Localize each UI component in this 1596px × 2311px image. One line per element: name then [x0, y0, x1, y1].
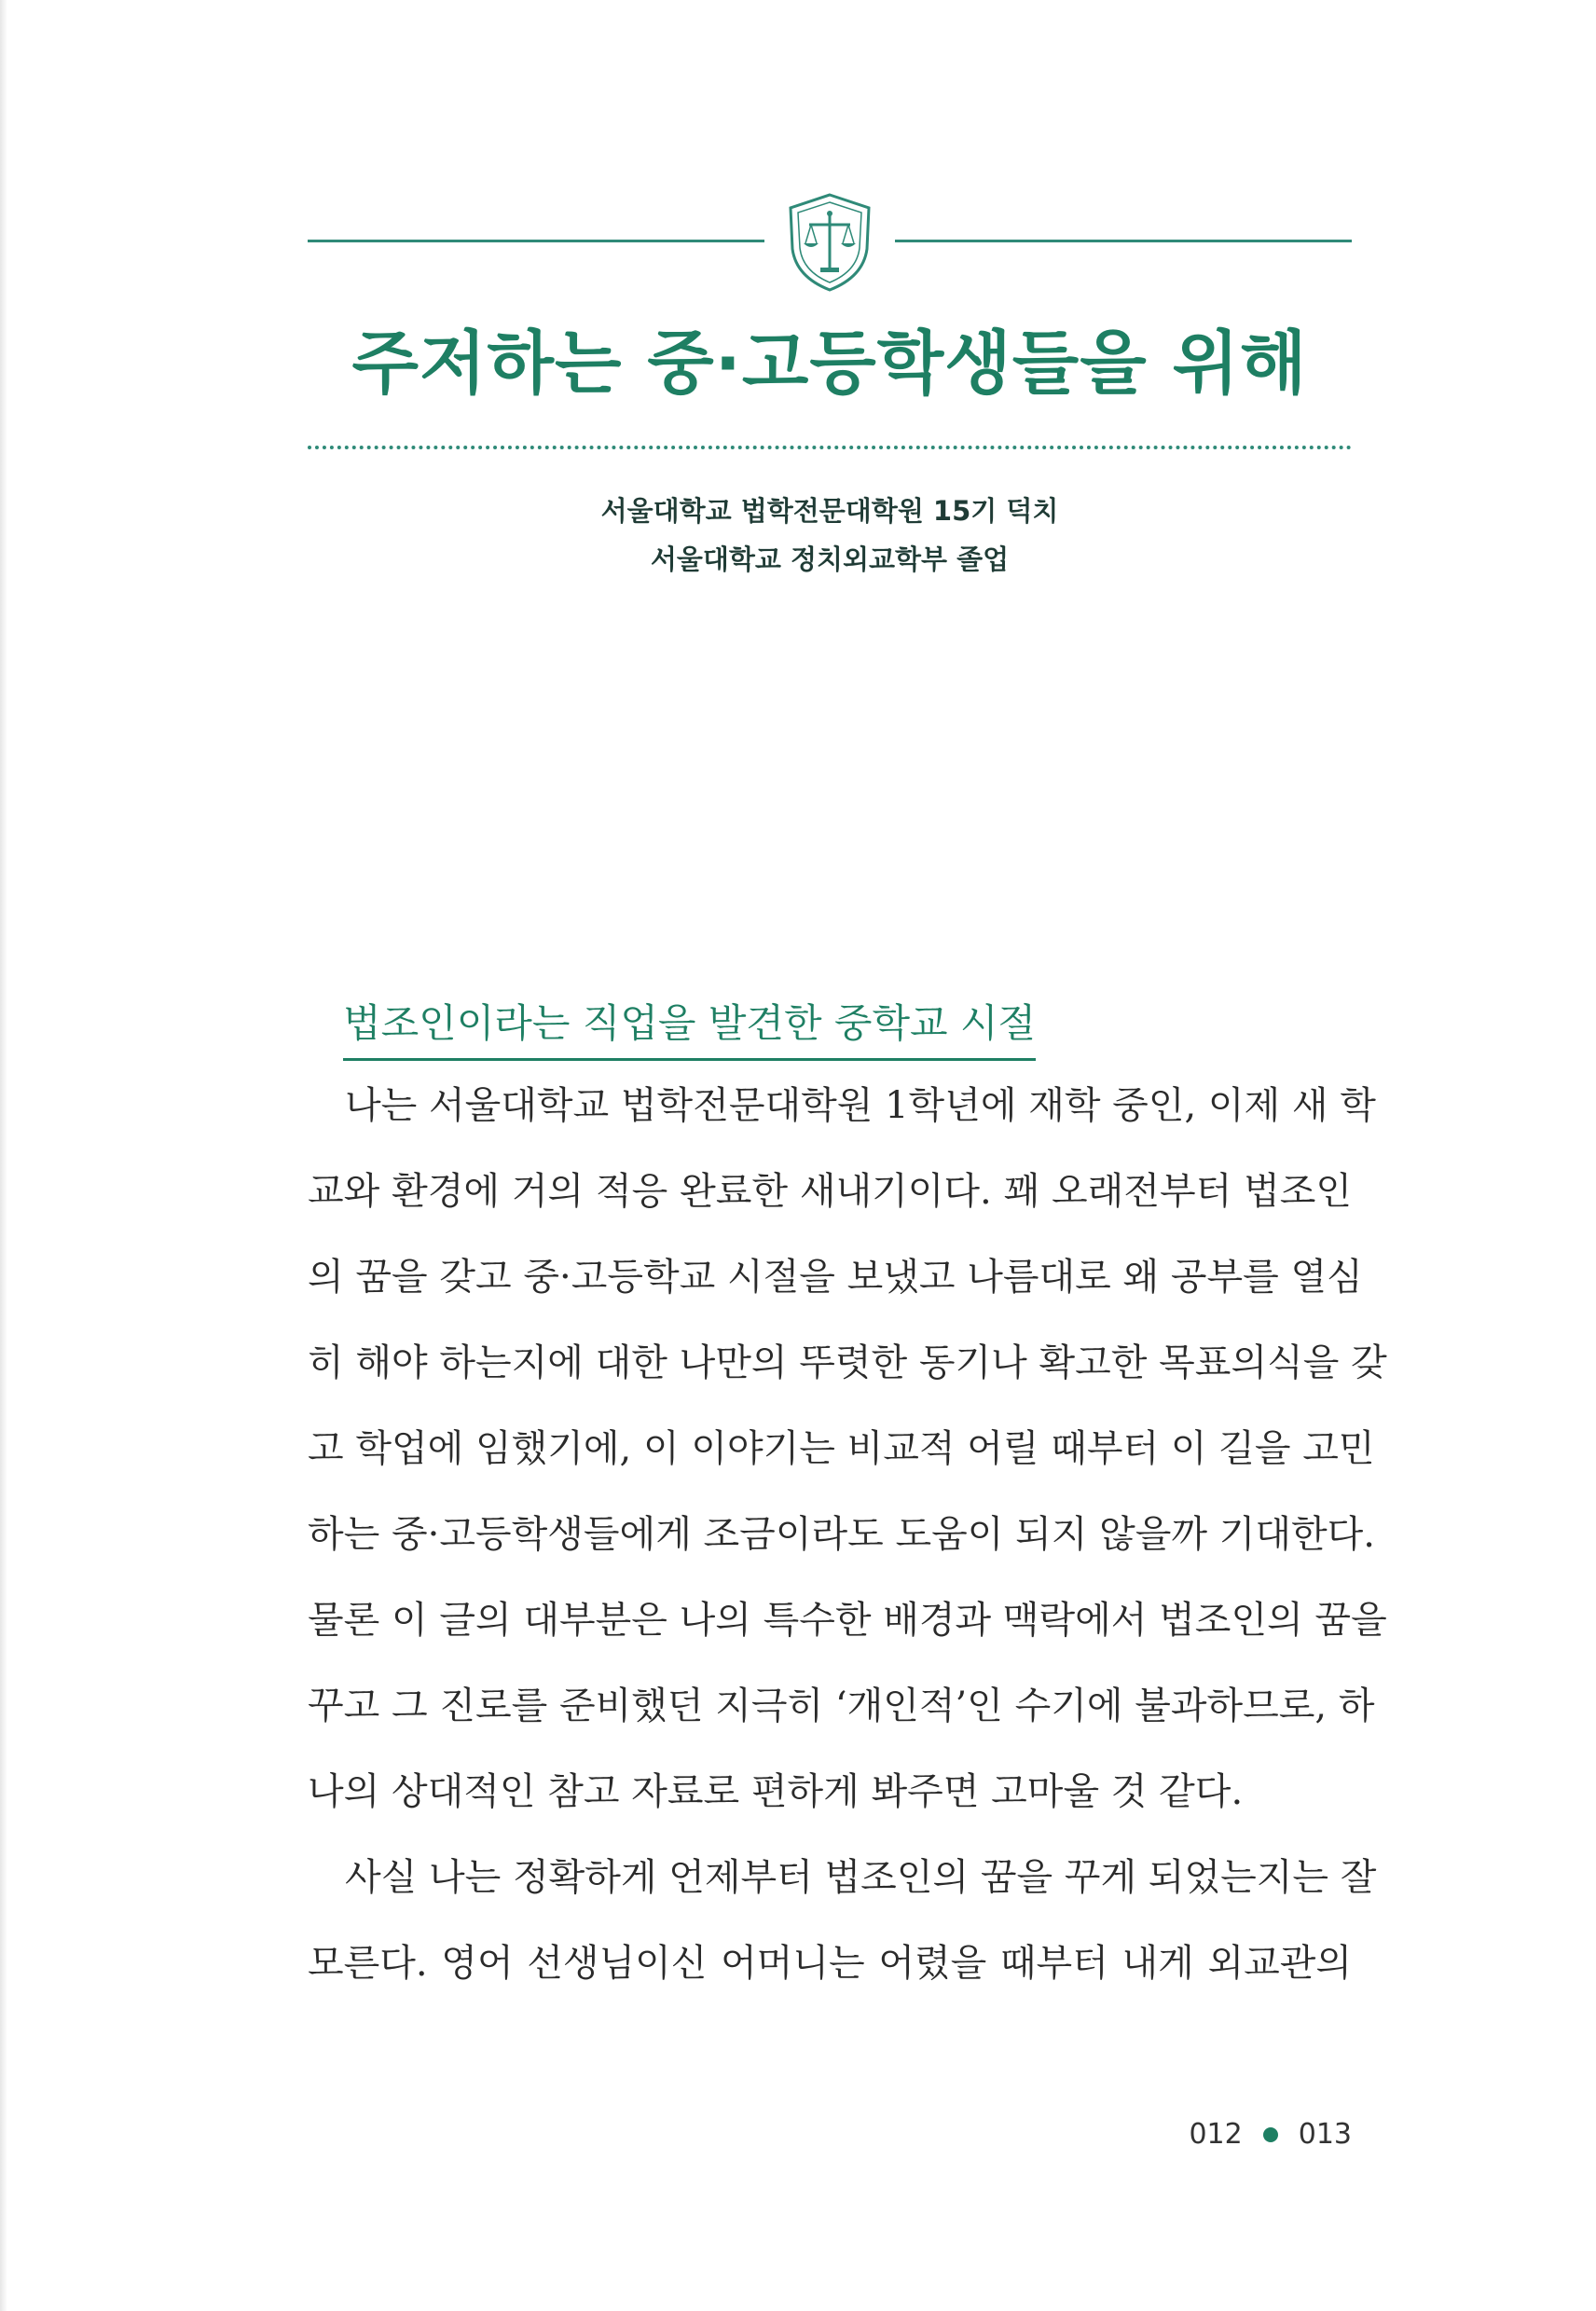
paragraph-line: 꾸고 그 진로를 준비했던 지극히 ‘개인적’인 수기에 불과하므로, 하	[308, 1685, 1375, 1727]
page-number-left: 012	[1189, 2118, 1243, 2151]
shield-scales-icon	[783, 191, 876, 294]
body-text	[308, 1063, 1387, 2006]
page-gutter-shadow	[0, 0, 7, 2311]
author-school-line: 서울대학교 법학전문대학원 15기 덕치	[600, 495, 1059, 527]
ornament-rule-right	[895, 240, 1352, 242]
paragraph-line: 나의 상대적인 참고 자료로 편하게 봐주면 고마울 것 같다.	[308, 1770, 1244, 1813]
paragraph-line: 교와 환경에 거의 적응 완료한 새내기이다. 꽤 오래전부터 법조인	[308, 1170, 1352, 1213]
page-number-right: 013	[1298, 2118, 1352, 2151]
header-ornament	[308, 191, 1352, 294]
paragraph-line: 물론 이 글의 대부분은 나의 특수한 배경과 맥락에서 법조인의 꿈을	[308, 1599, 1387, 1642]
page-separator-dot	[1263, 2127, 1278, 2142]
page-title: 주저하는 중·고등학생들을 위해	[351, 323, 1308, 404]
title-divider	[308, 446, 1352, 449]
author-degree-line: 서울대학교 정치외교학부 졸업	[650, 543, 1010, 575]
paragraph-line: 사실 나는 정확하게 언제부터 법조인의 꿈을 꾸게 되었는지는 잘	[345, 1856, 1377, 1899]
paragraph-line: 의 꿈을 갖고 중·고등학교 시절을 보냈고 나름대로 왜 공부를 열심	[308, 1256, 1363, 1299]
paragraph-line: 나는 서울대학교 법학전문대학원 1학년에 재학 중인, 이제 새 학	[345, 1084, 1376, 1127]
ornament-rule-left	[308, 240, 764, 242]
paragraph-line: 고 학업에 임했기에, 이 이야기는 비교적 어릴 때부터 이 길을 고민	[308, 1427, 1375, 1470]
author-block	[308, 487, 1352, 584]
section-heading: 법조인이라는 직업을 발견한 중학교 시절	[343, 991, 1036, 1061]
page-numbers	[1189, 2116, 1352, 2153]
paragraph-line: 히 해야 하는지에 대한 나만의 뚜렷한 동기나 확고한 목표의식을 갖	[308, 1341, 1387, 1384]
paragraph-line: 하는 중·고등학생들에게 조금이라도 도움이 되지 않을까 기대한다.	[308, 1513, 1375, 1556]
paragraph-line: 모른다. 영어 선생님이신 어머니는 어렸을 때부터 내게 외교관의	[308, 1942, 1352, 1985]
